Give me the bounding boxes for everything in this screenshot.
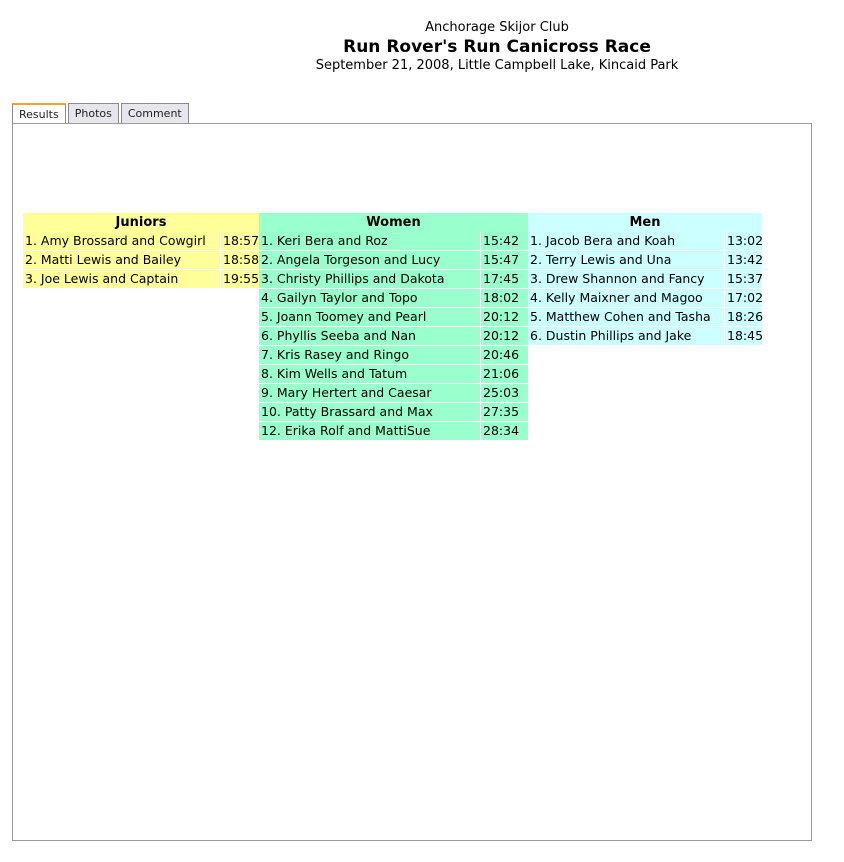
racer-name: 1. Keri Bera and Roz xyxy=(259,232,481,251)
race-time: 20:12 xyxy=(481,327,528,346)
tab-bar xyxy=(12,103,189,125)
result-row xyxy=(259,251,528,270)
results-table xyxy=(23,213,762,441)
result-row xyxy=(259,422,528,441)
men-header: Men xyxy=(528,213,762,232)
racer-name: 9. Mary Hertert and Caesar xyxy=(259,384,481,403)
race-time: 15:42 xyxy=(481,232,528,251)
women-rows xyxy=(259,232,528,441)
racer-name: 3. Christy Phillips and Dakota xyxy=(259,270,481,289)
racer-name: 7. Kris Rasey and Ringo xyxy=(259,346,481,365)
race-date-location: September 21, 2008, Little Campbell Lake, Kincaid Park xyxy=(315,58,679,73)
result-row xyxy=(23,232,259,251)
race-time: 19:55 xyxy=(221,270,259,289)
juniors-header: Juniors xyxy=(23,213,259,232)
juniors-column xyxy=(23,213,259,441)
race-time: 13:02 xyxy=(725,232,762,251)
racer-name: 5. Matthew Cohen and Tasha xyxy=(528,308,725,327)
result-row xyxy=(528,308,762,327)
racer-name: 6. Phyllis Seeba and Nan xyxy=(259,327,481,346)
results-panel xyxy=(12,123,812,841)
result-row xyxy=(259,384,528,403)
racer-name: 1. Amy Brossard and Cowgirl xyxy=(23,232,221,251)
race-time: 28:34 xyxy=(481,422,528,441)
racer-name: 4. Kelly Maixner and Magoo xyxy=(528,289,725,308)
race-title: Run Rover's Run Canicross Race xyxy=(343,37,651,57)
racer-name: 12. Erika Rolf and MattiSue xyxy=(259,422,481,441)
racer-name: 8. Kim Wells and Tatum xyxy=(259,365,481,384)
tab-photos[interactable]: Photos xyxy=(68,103,119,123)
racer-name: 5. Joann Toomey and Pearl xyxy=(259,308,481,327)
men-column xyxy=(528,213,762,441)
result-row xyxy=(528,251,762,270)
race-time: 20:12 xyxy=(481,308,528,327)
result-row xyxy=(259,308,528,327)
result-row xyxy=(259,270,528,289)
women-header: Women xyxy=(259,213,528,232)
result-row xyxy=(259,403,528,422)
result-row xyxy=(23,251,259,270)
racer-name: 1. Jacob Bera and Koah xyxy=(528,232,725,251)
racer-name: 3. Drew Shannon and Fancy xyxy=(528,270,725,289)
result-row xyxy=(259,289,528,308)
race-time: 18:58 xyxy=(221,251,259,270)
race-time: 20:46 xyxy=(481,346,528,365)
race-time: 25:03 xyxy=(481,384,528,403)
race-time: 18:57 xyxy=(221,232,259,251)
race-time: 18:26 xyxy=(725,308,762,327)
racer-name: 6. Dustin Phillips and Jake xyxy=(528,327,725,346)
result-row xyxy=(528,232,762,251)
race-time: 18:45 xyxy=(725,327,762,346)
result-row xyxy=(23,270,259,289)
race-time: 17:45 xyxy=(481,270,528,289)
racer-name: 2. Angela Torgeson and Lucy xyxy=(259,251,481,270)
race-time: 18:02 xyxy=(481,289,528,308)
result-row xyxy=(259,232,528,251)
race-time: 17:02 xyxy=(725,289,762,308)
women-column xyxy=(259,213,528,441)
racer-name: 2. Matti Lewis and Bailey xyxy=(23,251,221,270)
men-rows xyxy=(528,232,762,346)
result-row xyxy=(528,270,762,289)
tab-results[interactable]: Results xyxy=(12,103,66,125)
juniors-rows xyxy=(23,232,259,289)
club-name: Anchorage Skijor Club xyxy=(425,20,569,35)
race-time: 15:47 xyxy=(481,251,528,270)
racer-name: 2. Terry Lewis and Una xyxy=(528,251,725,270)
page-header xyxy=(282,20,712,73)
tab-comment[interactable]: Comment xyxy=(121,103,189,123)
race-time: 13:42 xyxy=(725,251,762,270)
result-row xyxy=(259,365,528,384)
racer-name: 10. Patty Brassard and Max xyxy=(259,403,481,422)
race-time: 15:37 xyxy=(725,270,762,289)
racer-name: 4. Gailyn Taylor and Topo xyxy=(259,289,481,308)
result-row xyxy=(259,327,528,346)
result-row xyxy=(259,346,528,365)
race-time: 21:06 xyxy=(481,365,528,384)
result-row xyxy=(528,289,762,308)
race-time: 27:35 xyxy=(481,403,528,422)
racer-name: 3. Joe Lewis and Captain xyxy=(23,270,221,289)
result-row xyxy=(528,327,762,346)
